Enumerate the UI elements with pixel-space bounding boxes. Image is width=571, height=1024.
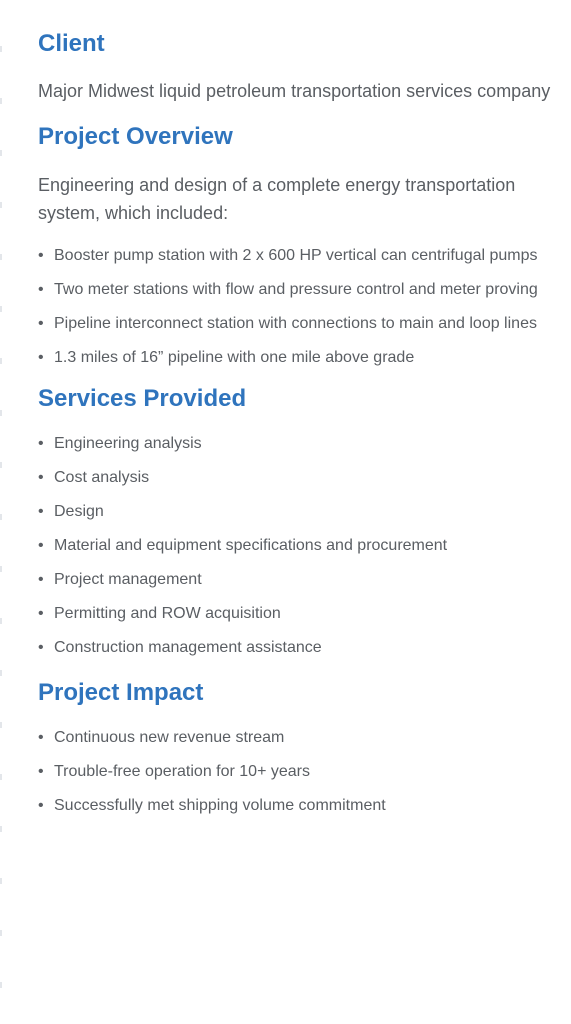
- list-item-text: 1.3 miles of 16” pipeline with one mile above grade: [54, 349, 415, 366]
- bullet-icon: •: [38, 349, 44, 366]
- bullet-icon: •: [38, 537, 44, 554]
- project-impact-heading: Project Impact: [38, 679, 204, 706]
- bullet-icon: •: [38, 797, 44, 814]
- project-overview-list: [38, 243, 553, 371]
- services-provided-heading: Services Provided: [38, 385, 247, 412]
- bullet-icon: •: [38, 729, 44, 746]
- case-study-content: [38, 28, 553, 827]
- list-item: [38, 725, 553, 751]
- list-item-text: Cost analysis: [54, 469, 150, 486]
- list-item-text: Construction management assistance: [54, 639, 322, 656]
- project-impact-list: [38, 725, 553, 819]
- left-edge-decoration: [0, 0, 2, 1024]
- project-overview-description: Engineering and design of a complete energy transportation system, which included:: [38, 175, 516, 223]
- list-item: [38, 243, 553, 269]
- list-item-text: Engineering analysis: [54, 435, 202, 452]
- list-item: [38, 533, 553, 559]
- bullet-icon: •: [38, 281, 44, 298]
- list-item: [38, 277, 553, 303]
- bullet-icon: •: [38, 503, 44, 520]
- bullet-icon: •: [38, 435, 44, 452]
- bullet-icon: •: [38, 315, 44, 332]
- client-description: Major Midwest liquid petroleum transportation services company: [38, 81, 551, 101]
- list-item: [38, 311, 553, 337]
- client-heading: Client: [38, 30, 105, 57]
- list-item: [38, 465, 553, 491]
- list-item: [38, 345, 553, 371]
- list-item-text: Material and equipment specifications and procurement: [54, 537, 448, 554]
- list-item: [38, 567, 553, 593]
- bullet-icon: •: [38, 571, 44, 588]
- list-item: [38, 759, 553, 785]
- bullet-icon: •: [38, 469, 44, 486]
- list-item: [38, 635, 553, 661]
- list-item-text: Trouble-free operation for 10+ years: [54, 763, 310, 780]
- list-item-text: Design: [54, 503, 104, 520]
- project-overview-heading: Project Overview: [38, 123, 233, 150]
- list-item: [38, 793, 553, 819]
- list-item-text: Continuous new revenue stream: [54, 729, 285, 746]
- bullet-icon: •: [38, 247, 44, 264]
- bullet-icon: •: [38, 763, 44, 780]
- list-item-text: Booster pump station with 2 x 600 HP vertical can centrifugal pumps: [54, 247, 538, 264]
- list-item-text: Pipeline interconnect station with connections to main and loop lines: [54, 315, 537, 332]
- list-item: [38, 499, 553, 525]
- list-item-text: Permitting and ROW acquisition: [54, 605, 281, 622]
- list-item-text: Project management: [54, 571, 202, 588]
- list-item: [38, 601, 553, 627]
- bullet-icon: •: [38, 605, 44, 622]
- bullet-icon: •: [38, 639, 44, 656]
- list-item-text: Successfully met shipping volume commitment: [54, 797, 386, 814]
- list-item: [38, 431, 553, 457]
- services-provided-list: [38, 431, 553, 661]
- list-item-text: Two meter stations with flow and pressure control and meter proving: [54, 281, 538, 298]
